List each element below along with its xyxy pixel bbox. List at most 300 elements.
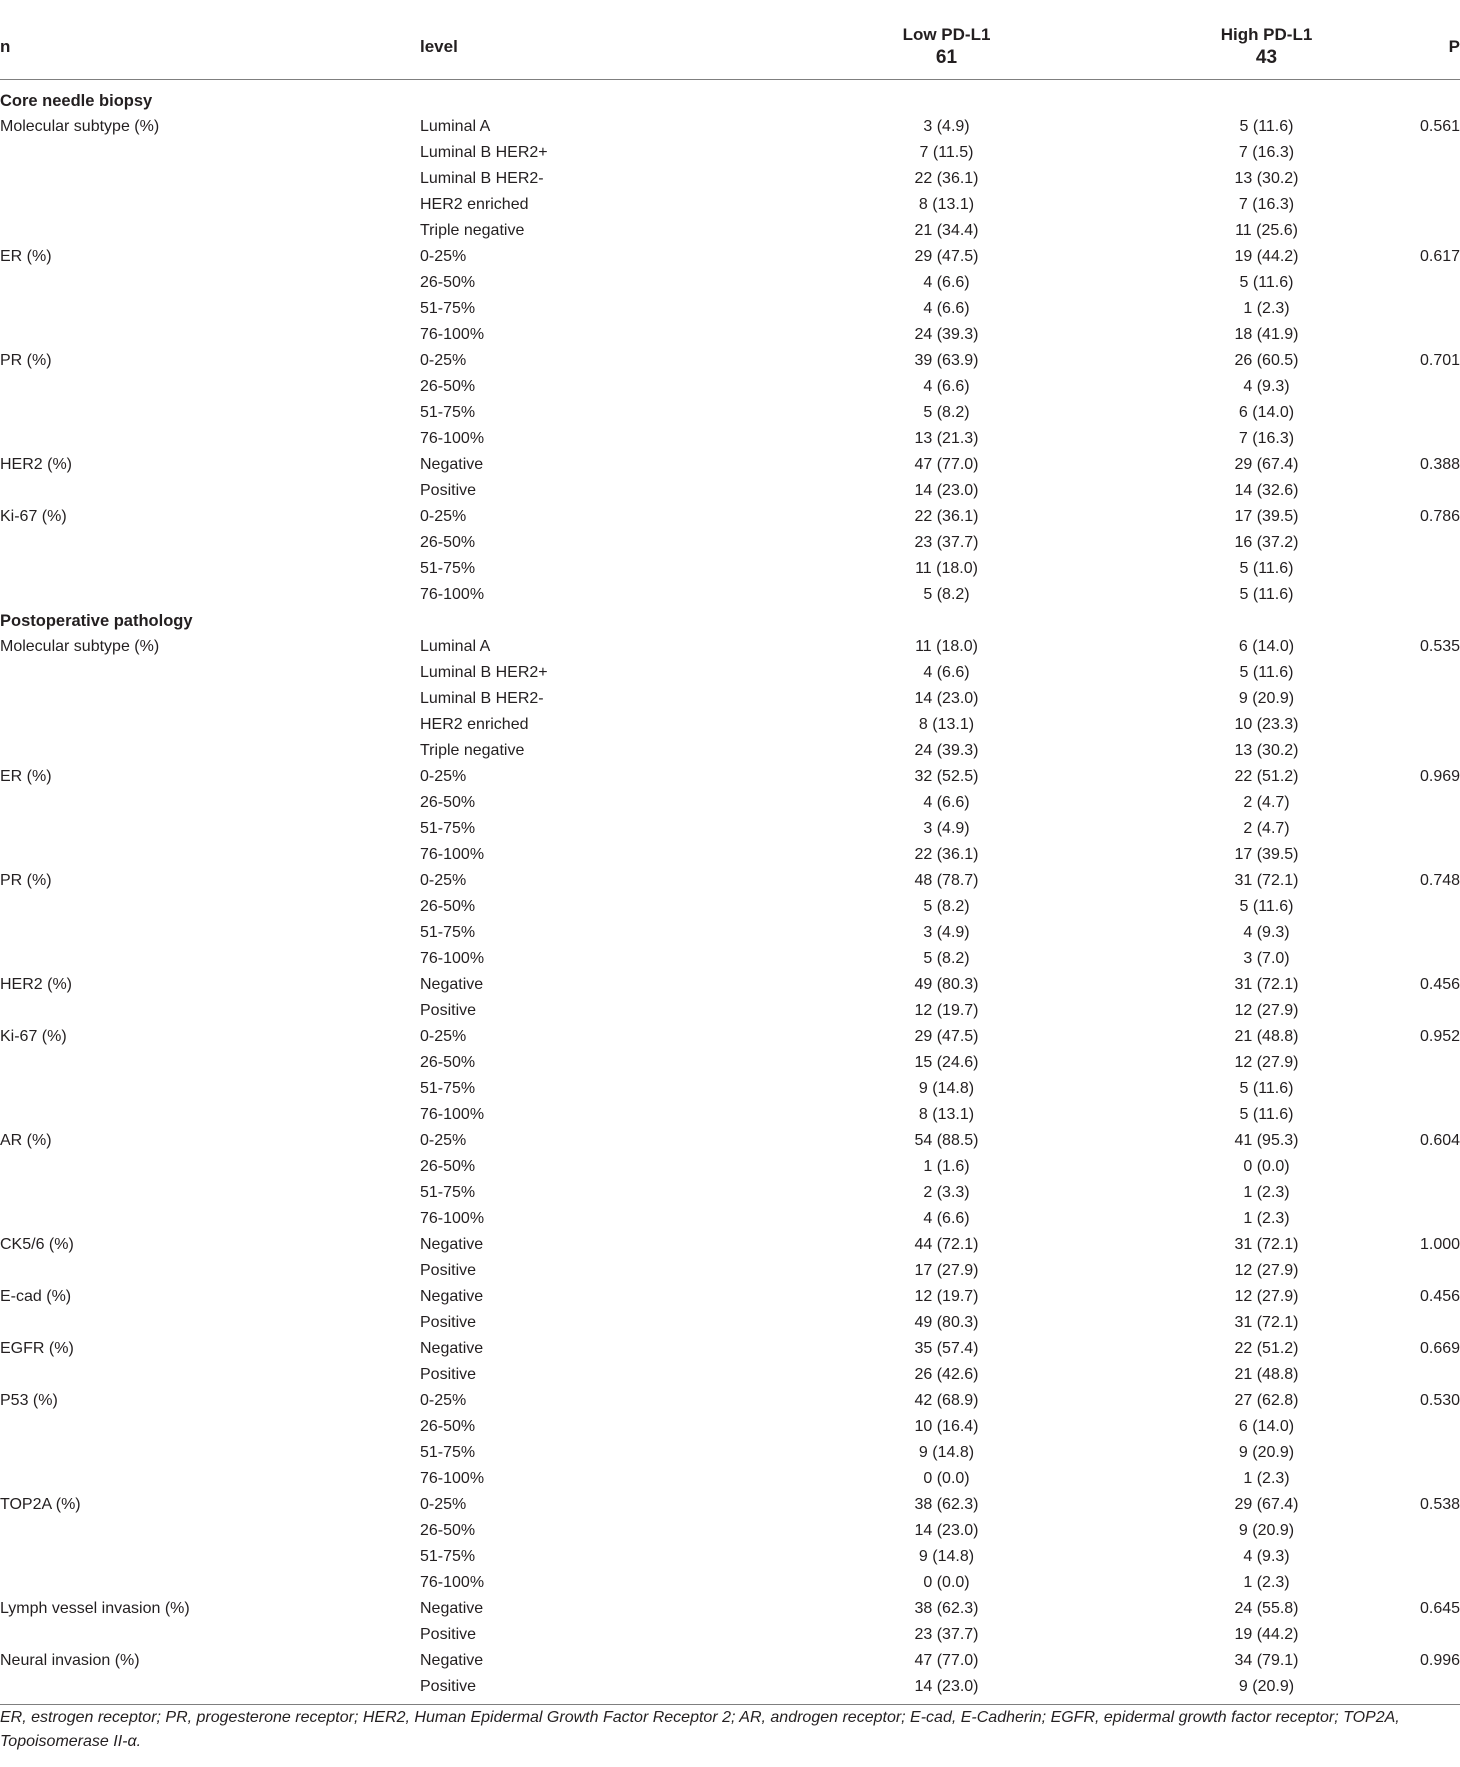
- table-row: [0, 868, 1460, 894]
- high-pdl1-cell: 1 (2.3): [1243, 1210, 1290, 1227]
- low-pdl1-cell: 1 (1.6): [923, 1158, 970, 1175]
- p-value-cell: 0.617: [1420, 248, 1460, 265]
- high-pdl1-cell: 2 (4.7): [1243, 794, 1290, 811]
- table-row: [0, 478, 1460, 504]
- p-value-cell: 0.701: [1420, 352, 1460, 369]
- characteristic-cell: HER2 (%): [0, 976, 73, 993]
- low-pdl1-cell: 17 (27.9): [914, 1262, 979, 1279]
- low-pdl1-cell: 44 (72.1): [914, 1236, 979, 1253]
- header-p-value: P: [1420, 0, 1460, 80]
- high-pdl1-cell: 1 (2.3): [1243, 300, 1290, 317]
- p-value-cell: [1420, 894, 1460, 920]
- p-value-cell: 0.669: [1420, 1340, 1460, 1357]
- characteristic-cell: AR (%): [0, 1132, 52, 1149]
- header-low-count: 61: [935, 47, 958, 68]
- low-pdl1-cell: 8 (13.1): [918, 1106, 975, 1123]
- table-row: [0, 1518, 1460, 1544]
- table-footnote: ER, estrogen receptor; PR, progesterone receptor; HER2, Human Epidermal Growth Factor Receptor 2; AR, androgen receptor; E-cad, E-Cadherin; EGFR, epidermal growth factor receptor; TOP2A, Topoisomerase II-α.: [0, 1709, 1400, 1750]
- level-cell: HER2 enriched: [420, 716, 529, 733]
- low-pdl1-cell: 47 (77.0): [914, 456, 979, 473]
- header-low-pdl1: Low PD-L1 61: [780, 0, 1113, 80]
- level-cell: Triple negative: [420, 222, 525, 239]
- table-row: [0, 1128, 1460, 1154]
- low-pdl1-cell: 14 (23.0): [914, 690, 979, 707]
- characteristic-cell: E-cad (%): [0, 1288, 72, 1305]
- high-pdl1-cell: 3 (7.0): [1243, 950, 1290, 967]
- high-pdl1-cell: 4 (9.3): [1243, 378, 1290, 395]
- low-pdl1-cell: 39 (63.9): [914, 352, 979, 369]
- table-row: [0, 452, 1460, 478]
- characteristic-cell: [0, 1258, 420, 1284]
- table-row: [0, 1102, 1460, 1128]
- p-value-cell: 0.456: [1420, 976, 1460, 993]
- low-pdl1-cell: 24 (39.3): [914, 326, 979, 343]
- level-cell: Negative: [420, 1652, 484, 1669]
- characteristic-cell: Lymph vessel invasion (%): [0, 1600, 190, 1617]
- low-pdl1-cell: 4 (6.6): [923, 300, 970, 317]
- characteristic-cell: [0, 530, 420, 556]
- p-value-cell: [1420, 192, 1460, 218]
- level-cell: 51-75%: [420, 404, 476, 421]
- characteristic-cell: [0, 270, 420, 296]
- high-pdl1-cell: 31 (72.1): [1234, 1236, 1299, 1253]
- p-value-cell: [1420, 920, 1460, 946]
- p-value-cell: 0.561: [1420, 118, 1460, 135]
- p-value-cell: [1420, 1076, 1460, 1102]
- level-cell: Positive: [420, 1674, 780, 1705]
- high-pdl1-cell: 31 (72.1): [1234, 1314, 1299, 1331]
- table-row: [0, 530, 1460, 556]
- table-row: [0, 1622, 1460, 1648]
- characteristic-cell: ER (%): [0, 768, 52, 785]
- p-value-cell: [1420, 166, 1460, 192]
- characteristic-cell: [0, 1206, 420, 1232]
- table-row: [0, 686, 1460, 712]
- table-row: [0, 1336, 1460, 1362]
- level-cell: Negative: [420, 1340, 484, 1357]
- table-row: [0, 920, 1460, 946]
- low-pdl1-cell: 5 (8.2): [923, 586, 970, 603]
- high-pdl1-cell: 5 (11.6): [1239, 1080, 1294, 1097]
- level-cell: 51-75%: [420, 1080, 476, 1097]
- table-header: [0, 0, 1460, 80]
- characteristic-cell: [0, 400, 420, 426]
- low-pdl1-cell: 47 (77.0): [914, 1652, 979, 1669]
- low-pdl1-cell: 3 (4.9): [923, 820, 970, 837]
- characteristic-cell: [0, 1180, 420, 1206]
- section-row: [0, 608, 1460, 634]
- low-pdl1-cell: 10 (16.4): [914, 1418, 979, 1435]
- table-row: [0, 842, 1460, 868]
- section-title: Core needle biopsy: [0, 92, 153, 110]
- characteristic-cell: [0, 686, 420, 712]
- low-pdl1-cell: 48 (78.7): [914, 872, 979, 889]
- high-pdl1-cell: 12 (27.9): [1234, 1054, 1299, 1071]
- low-pdl1-cell: 0 (0.0): [923, 1574, 970, 1591]
- characteristic-cell: [0, 1622, 420, 1648]
- table-row: [0, 1180, 1460, 1206]
- characteristic-cell: Ki-67 (%): [0, 508, 67, 525]
- table-row: [0, 244, 1460, 270]
- low-pdl1-cell: 5 (8.2): [923, 898, 970, 915]
- low-pdl1-cell: 49 (80.3): [914, 976, 979, 993]
- low-pdl1-cell: 4 (6.6): [923, 1210, 970, 1227]
- table-row: [0, 712, 1460, 738]
- characteristic-cell: Molecular subtype (%): [0, 118, 160, 135]
- p-value-cell: [1420, 218, 1460, 244]
- high-pdl1-cell: 19 (44.2): [1234, 248, 1299, 265]
- p-value-cell: 0.388: [1420, 456, 1460, 473]
- p-value-cell: [1420, 322, 1460, 348]
- high-pdl1-cell: 9 (20.9): [1238, 1444, 1295, 1461]
- p-value-cell: [1420, 1206, 1460, 1232]
- characteristic-cell: Ki-67 (%): [0, 1028, 67, 1045]
- table-row: [0, 582, 1460, 608]
- high-pdl1-cell: 1 (2.3): [1243, 1184, 1290, 1201]
- p-value-cell: [1420, 140, 1460, 166]
- p-value-cell: [1420, 270, 1460, 296]
- characteristic-cell: [0, 426, 420, 452]
- section-title: Postoperative pathology: [0, 612, 193, 630]
- high-pdl1-cell: 5 (11.6): [1239, 1106, 1294, 1123]
- level-cell: Positive: [420, 1314, 477, 1331]
- characteristic-cell: PR (%): [0, 352, 52, 369]
- low-pdl1-cell: 13 (21.3): [914, 430, 979, 447]
- high-pdl1-cell: 22 (51.2): [1234, 1340, 1299, 1357]
- high-pdl1-cell: 6 (14.0): [1238, 404, 1295, 421]
- table-row: [0, 1258, 1460, 1284]
- low-pdl1-cell: 22 (36.1): [914, 846, 979, 863]
- characteristic-cell: [0, 1518, 420, 1544]
- characteristic-cell: [0, 738, 420, 764]
- characteristic-cell: [0, 582, 420, 608]
- characteristic-cell: [0, 1076, 420, 1102]
- level-cell: Positive: [420, 1002, 477, 1019]
- low-pdl1-cell: 23 (37.7): [914, 534, 979, 551]
- level-cell: Luminal B HER2+: [420, 664, 548, 681]
- level-cell: Luminal A: [420, 118, 491, 135]
- table-row: [0, 114, 1460, 140]
- characteristic-cell: [0, 712, 420, 738]
- characteristic-cell: PR (%): [0, 872, 52, 889]
- p-value-cell: [1420, 1518, 1460, 1544]
- level-cell: 0-25%: [420, 508, 467, 525]
- low-pdl1-cell: 9 (14.8): [918, 1444, 975, 1461]
- low-pdl1-cell: 32 (52.5): [914, 768, 979, 785]
- low-pdl1-cell: 14 (23.0): [780, 1674, 1113, 1705]
- p-value-cell: [1420, 1310, 1460, 1336]
- level-cell: Negative: [420, 456, 484, 473]
- characteristic-cell: [0, 1570, 420, 1596]
- table-row: [0, 270, 1460, 296]
- level-cell: Luminal B HER2+: [420, 144, 548, 161]
- table-row: [0, 1284, 1460, 1310]
- table-row: [0, 192, 1460, 218]
- low-pdl1-cell: 4 (6.6): [923, 794, 970, 811]
- low-pdl1-cell: 14 (23.0): [914, 1522, 979, 1539]
- header-characteristic: n: [0, 0, 420, 80]
- characteristic-cell: [0, 946, 420, 972]
- high-pdl1-cell: 1 (2.3): [1243, 1574, 1290, 1591]
- level-cell: 51-75%: [420, 820, 476, 837]
- table-row: [0, 1388, 1460, 1414]
- table-row: [0, 1570, 1460, 1596]
- characteristic-cell: [0, 192, 420, 218]
- characteristic-cell: [0, 842, 420, 868]
- p-value-cell: 0.748: [1420, 872, 1460, 889]
- level-cell: Luminal B HER2-: [420, 690, 544, 707]
- low-pdl1-cell: 2 (3.3): [923, 1184, 970, 1201]
- high-pdl1-cell: 13 (30.2): [1234, 170, 1299, 187]
- table-row: [0, 1674, 1460, 1705]
- p-value-cell: [1420, 400, 1460, 426]
- characteristic-cell: [0, 1050, 420, 1076]
- p-value-cell: 0.952: [1420, 1028, 1460, 1045]
- level-cell: 76-100%: [420, 1470, 485, 1487]
- p-value-cell: [1420, 816, 1460, 842]
- low-pdl1-cell: 4 (6.6): [923, 664, 970, 681]
- table-row: [0, 296, 1460, 322]
- low-pdl1-cell: 11 (18.0): [915, 560, 978, 577]
- table-row: [0, 1492, 1460, 1518]
- table-row: [0, 1076, 1460, 1102]
- level-cell: Negative: [420, 976, 484, 993]
- p-value-cell: 0.604: [1420, 1132, 1460, 1149]
- characteristic-cell: ER (%): [0, 248, 52, 265]
- table-row: [0, 218, 1460, 244]
- low-pdl1-cell: 3 (4.9): [923, 924, 970, 941]
- p-value-cell: [1420, 1258, 1460, 1284]
- high-pdl1-cell: 7 (16.3): [1238, 196, 1295, 213]
- table-row: [0, 1440, 1460, 1466]
- p-value-cell: 0.969: [1420, 768, 1460, 785]
- characteristic-cell: [0, 660, 420, 686]
- high-pdl1-cell: 11 (25.6): [1235, 222, 1298, 239]
- header-high-count: 43: [1255, 47, 1278, 68]
- level-cell: Negative: [420, 1236, 484, 1253]
- characteristic-cell: [0, 1466, 420, 1492]
- p-value-cell: 0.538: [1420, 1496, 1460, 1513]
- level-cell: 26-50%: [420, 1522, 476, 1539]
- p-value-cell: [1420, 1050, 1460, 1076]
- p-value-cell: [1420, 1102, 1460, 1128]
- low-pdl1-cell: 21 (34.4): [914, 222, 979, 239]
- table-body: [0, 80, 1460, 1705]
- level-cell: 0-25%: [420, 768, 467, 785]
- level-cell: Triple negative: [420, 742, 525, 759]
- p-value-cell: [1420, 1544, 1460, 1570]
- p-value-cell: [1420, 556, 1460, 582]
- level-cell: 76-100%: [420, 430, 485, 447]
- p-value-cell: [1420, 374, 1460, 400]
- p-value-cell: 0.535: [1420, 638, 1460, 655]
- table-row: [0, 1596, 1460, 1622]
- low-pdl1-cell: 38 (62.3): [914, 1496, 979, 1513]
- high-pdl1-cell: 7 (16.3): [1238, 430, 1295, 447]
- table-row: [0, 946, 1460, 972]
- table-row: [0, 348, 1460, 374]
- table-row: [0, 504, 1460, 530]
- level-cell: 26-50%: [420, 898, 476, 915]
- characteristic-cell: [0, 1362, 420, 1388]
- level-cell: 51-75%: [420, 1184, 476, 1201]
- level-cell: 51-75%: [420, 300, 476, 317]
- p-value-cell: [1420, 946, 1460, 972]
- level-cell: 26-50%: [420, 1418, 476, 1435]
- level-cell: 26-50%: [420, 274, 476, 291]
- high-pdl1-cell: 19 (44.2): [1234, 1626, 1299, 1643]
- high-pdl1-cell: 18 (41.9): [1234, 326, 1299, 343]
- low-pdl1-cell: 54 (88.5): [914, 1132, 979, 1149]
- level-cell: 76-100%: [420, 846, 485, 863]
- characteristic-cell: [0, 1440, 420, 1466]
- high-pdl1-cell: 5 (11.6): [1239, 118, 1294, 135]
- p-value-cell: 0.996: [1420, 1652, 1460, 1669]
- characteristic-cell: [0, 894, 420, 920]
- table-row: [0, 1648, 1460, 1674]
- high-pdl1-cell: 26 (60.5): [1234, 352, 1299, 369]
- characteristic-cell: [0, 1544, 420, 1570]
- p-value-cell: 0.456: [1420, 1288, 1460, 1305]
- characteristic-cell: Molecular subtype (%): [0, 638, 160, 655]
- p-value-cell: [1420, 1154, 1460, 1180]
- level-cell: Positive: [420, 1626, 477, 1643]
- table-row: [0, 1466, 1460, 1492]
- low-pdl1-cell: 22 (36.1): [914, 508, 979, 525]
- low-pdl1-cell: 26 (42.6): [914, 1366, 979, 1383]
- low-pdl1-cell: 29 (47.5): [914, 1028, 979, 1045]
- high-pdl1-cell: 4 (9.3): [1243, 924, 1290, 941]
- high-pdl1-cell: 9 (20.9): [1238, 1522, 1295, 1539]
- high-pdl1-cell: 16 (37.2): [1234, 534, 1299, 551]
- low-pdl1-cell: 3 (4.9): [923, 118, 970, 135]
- characteristic-cell: [0, 374, 420, 400]
- p-value-cell: [1420, 1622, 1460, 1648]
- high-pdl1-cell: 1 (2.3): [1243, 1470, 1290, 1487]
- characteristic-cell: [0, 1310, 420, 1336]
- low-pdl1-cell: 4 (6.6): [923, 378, 970, 395]
- low-pdl1-cell: 24 (39.3): [914, 742, 979, 759]
- low-pdl1-cell: 4 (6.6): [923, 274, 970, 291]
- table-row: [0, 1414, 1460, 1440]
- level-cell: 76-100%: [420, 950, 485, 967]
- table-row: [0, 972, 1460, 998]
- table-row: [0, 634, 1460, 660]
- level-cell: Negative: [420, 1288, 484, 1305]
- characteristic-cell: [0, 478, 420, 504]
- p-value-cell: [1420, 1440, 1460, 1466]
- high-pdl1-cell: 9 (20.9): [1238, 690, 1295, 707]
- characteristic-cell: [0, 1674, 420, 1705]
- low-pdl1-cell: 0 (0.0): [923, 1470, 970, 1487]
- header-high-pdl1: High PD-L1 43: [1113, 0, 1420, 80]
- high-pdl1-cell: 21 (48.8): [1234, 1028, 1299, 1045]
- level-cell: Positive: [420, 482, 477, 499]
- level-cell: 0-25%: [420, 1132, 467, 1149]
- characteristic-cell: [0, 556, 420, 582]
- characteristic-cell: [0, 296, 420, 322]
- p-value-cell: [1420, 530, 1460, 556]
- high-pdl1-cell: 29 (67.4): [1234, 456, 1299, 473]
- characteristic-cell: [0, 1414, 420, 1440]
- high-pdl1-cell: 29 (67.4): [1234, 1496, 1299, 1513]
- p-value-cell: [1420, 842, 1460, 868]
- p-value-cell: 0.786: [1420, 508, 1460, 525]
- section-row: [0, 80, 1460, 115]
- p-value-cell: [1420, 296, 1460, 322]
- characteristic-cell: [0, 998, 420, 1024]
- high-pdl1-cell: 21 (48.8): [1234, 1366, 1299, 1383]
- high-pdl1-cell: 31 (72.1): [1234, 976, 1299, 993]
- p-value-cell: 0.645: [1420, 1600, 1460, 1617]
- low-pdl1-cell: 22 (36.1): [914, 170, 979, 187]
- level-cell: 26-50%: [420, 1158, 476, 1175]
- characteristic-cell: [0, 140, 420, 166]
- characteristic-cell: [0, 920, 420, 946]
- high-pdl1-cell: 14 (32.6): [1234, 482, 1299, 499]
- high-pdl1-cell: 5 (11.6): [1239, 898, 1294, 915]
- high-pdl1-cell: 0 (0.0): [1243, 1158, 1290, 1175]
- low-pdl1-cell: 8 (13.1): [918, 716, 975, 733]
- level-cell: 0-25%: [420, 1392, 467, 1409]
- low-pdl1-cell: 38 (62.3): [914, 1600, 979, 1617]
- level-cell: 76-100%: [420, 586, 485, 603]
- high-pdl1-cell: 22 (51.2): [1234, 768, 1299, 785]
- high-pdl1-cell: 2 (4.7): [1243, 820, 1290, 837]
- low-pdl1-cell: 29 (47.5): [914, 248, 979, 265]
- characteristic-cell: TOP2A (%): [0, 1496, 81, 1513]
- p-value-cell: [1420, 426, 1460, 452]
- p-value-cell: [1420, 686, 1460, 712]
- characteristic-cell: HER2 (%): [0, 456, 73, 473]
- high-pdl1-cell: 5 (11.6): [1239, 560, 1294, 577]
- table-row: [0, 816, 1460, 842]
- level-cell: 51-75%: [420, 1548, 476, 1565]
- high-pdl1-cell: 5 (11.6): [1239, 586, 1294, 603]
- p-value-cell: [1420, 1362, 1460, 1388]
- low-pdl1-cell: 15 (24.6): [914, 1054, 979, 1071]
- level-cell: 26-50%: [420, 1054, 476, 1071]
- high-pdl1-cell: 10 (23.3): [1234, 716, 1299, 733]
- table-row: [0, 400, 1460, 426]
- level-cell: 26-50%: [420, 378, 476, 395]
- level-cell: 76-100%: [420, 326, 485, 343]
- low-pdl1-cell: 14 (23.0): [914, 482, 979, 499]
- high-pdl1-cell: 5 (11.6): [1239, 274, 1294, 291]
- characteristic-cell: [0, 816, 420, 842]
- low-pdl1-cell: 7 (11.5): [919, 144, 974, 161]
- p-value-cell: [1420, 1674, 1460, 1705]
- table-row: [0, 1232, 1460, 1258]
- high-pdl1-cell: 6 (14.0): [1238, 1418, 1295, 1435]
- table-row: [0, 166, 1460, 192]
- p-value-cell: [1420, 712, 1460, 738]
- level-cell: 0-25%: [420, 248, 467, 265]
- header-level: level: [420, 0, 780, 80]
- high-pdl1-cell: 12 (27.9): [1234, 1262, 1299, 1279]
- high-pdl1-cell: 7 (16.3): [1238, 144, 1295, 161]
- characteristic-cell: [0, 1102, 420, 1128]
- p-value-cell: [1420, 660, 1460, 686]
- high-pdl1-cell: 9 (20.9): [1113, 1674, 1420, 1705]
- level-cell: 76-100%: [420, 1574, 485, 1591]
- level-cell: 0-25%: [420, 872, 467, 889]
- low-pdl1-cell: 11 (18.0): [915, 638, 978, 655]
- level-cell: Luminal B HER2-: [420, 170, 544, 187]
- high-pdl1-cell: 13 (30.2): [1234, 742, 1299, 759]
- high-pdl1-cell: 6 (14.0): [1238, 638, 1295, 655]
- high-pdl1-cell: 5 (11.6): [1239, 664, 1294, 681]
